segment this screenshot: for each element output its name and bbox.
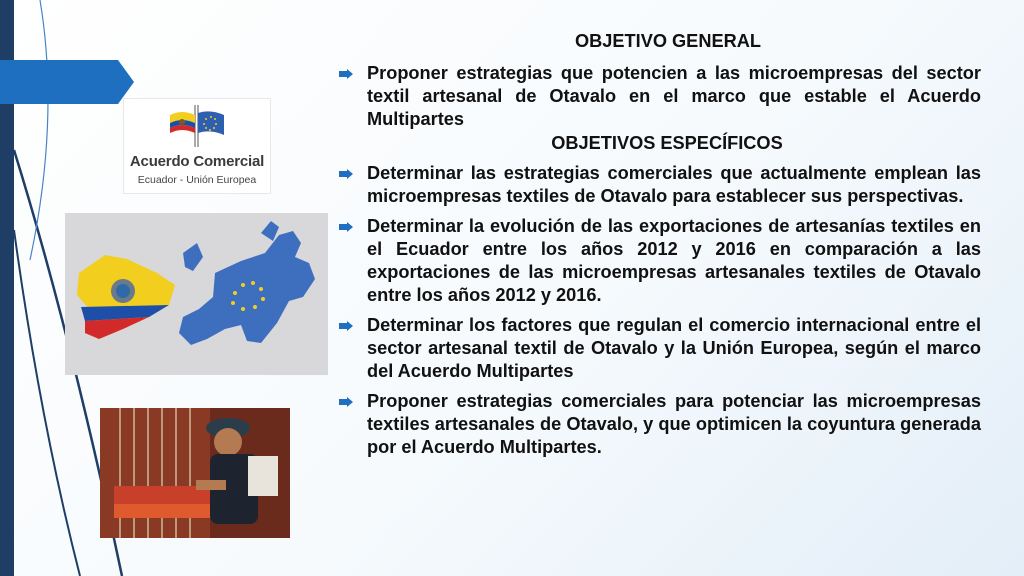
flags-icon bbox=[124, 99, 270, 155]
specific-objective-item bbox=[333, 390, 981, 459]
bullet-arrow-icon bbox=[339, 321, 353, 331]
specific-objective-text: Determinar las estrategias comerciales que actualmente emplean las microempresas textiles de Otavalo para establecer sus perspectivas. bbox=[367, 163, 981, 206]
specific-objective-item bbox=[333, 215, 981, 307]
heading-general-objective: OBJETIVO GENERAL bbox=[575, 31, 761, 51]
accent-arrow-tab bbox=[0, 60, 140, 104]
general-objective-text: Proponer estrategias que potencien a las microempresas del sector textil artesanal de Otavalo en el marco que estable el Acuerdo Multipartes bbox=[367, 63, 981, 129]
specific-objective-item bbox=[333, 162, 981, 208]
specific-objective-text: Determinar los factores que regulan el comercio internacional entre el sector artesanal textil de Otavalo y la Unión Europea, según el marco del Acuerdo Multipartes bbox=[367, 315, 981, 381]
objectives-content bbox=[333, 30, 981, 459]
bullet-arrow-icon bbox=[339, 69, 353, 79]
bullet-arrow-icon bbox=[339, 397, 353, 407]
logo-subtitle: Ecuador - Unión Europea bbox=[137, 174, 257, 186]
general-objective-item bbox=[333, 62, 981, 131]
weaver-photo bbox=[100, 408, 290, 538]
ecuador-eu-map-image bbox=[65, 213, 328, 375]
specific-objective-text: Proponer estrategias comerciales para potenciar las microempresas textiles artesanales de Otavalo, y que optimicen la coyuntura generada por el Acuerdo Multipartes. bbox=[367, 391, 981, 457]
acuerdo-comercial-logo bbox=[123, 98, 271, 194]
bullet-arrow-icon bbox=[339, 222, 353, 232]
bullet-arrow-icon bbox=[339, 169, 353, 179]
specific-objective-text: Determinar la evolución de las exportaciones de artesanías textiles en el Ecuador entre los años 2012 y 2016 en comparación a las exportaciones de las microempresas artesanales textiles de Otavalo entre los años 2012 y 2016. bbox=[367, 216, 981, 305]
heading-specific-objectives: OBJETIVOS ESPECÍFICOS bbox=[551, 133, 783, 153]
specific-objective-item bbox=[333, 314, 981, 383]
logo-title: Acuerdo Comercial bbox=[129, 153, 265, 170]
